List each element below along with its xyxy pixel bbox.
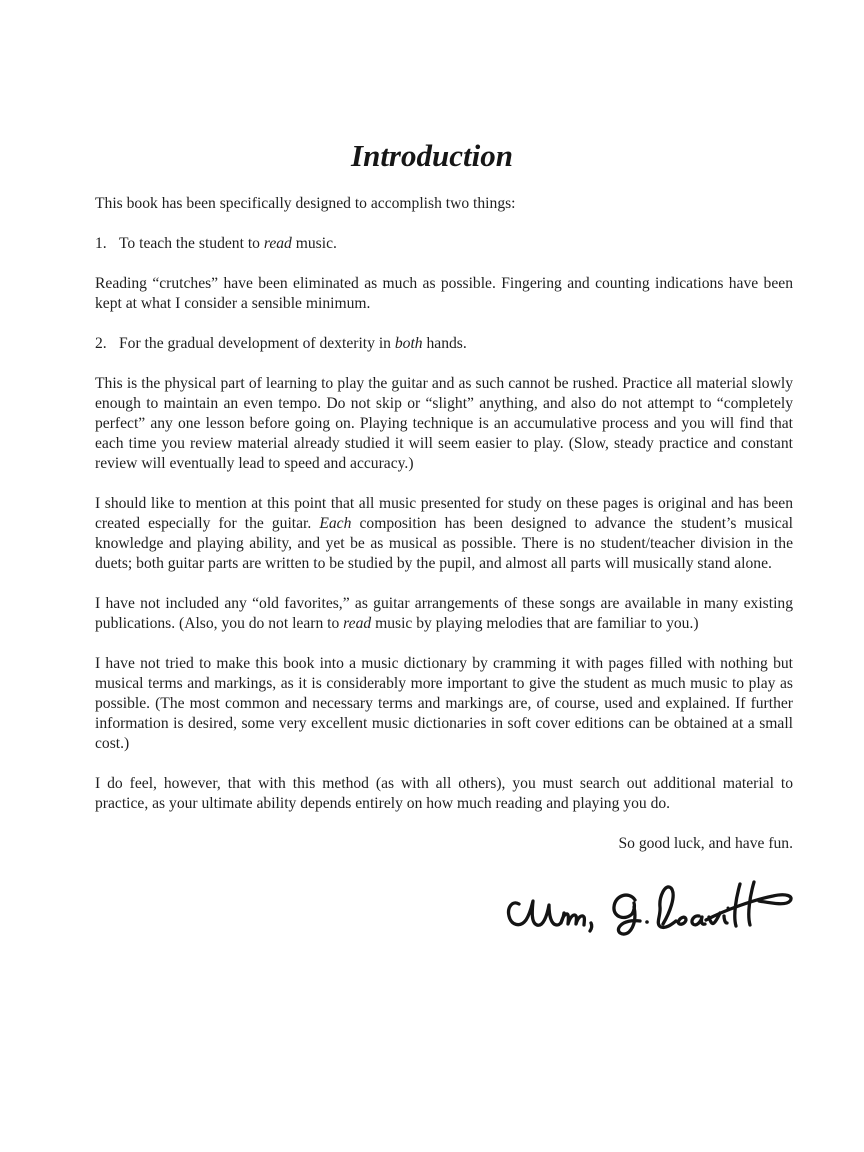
italic-word-each: Each <box>319 515 352 532</box>
list-item-2-post: hands. <box>422 335 467 352</box>
paragraph-favorites-pre: I have not included any “old favorites,” as guitar arrangements of these songs are available in many existing publications. (Also, you do not learn to <box>95 595 793 632</box>
signature-block <box>95 874 793 948</box>
italic-word-read: read <box>263 235 292 252</box>
signature-stroke-dot <box>645 920 649 924</box>
list-item-2-pre: For the gradual development of dexterity in <box>119 335 395 352</box>
list-item-1 <box>95 234 793 254</box>
paragraph-physical: This is the physical part of learning to play the guitar and as such cannot be rushed. Practice all material slowly enough to maintain an even tempo. Do not skip or “slight” anything, and also do not attempt to “completely perfect” any one lesson before going on. Playing technique is an accumulative process and you will find that each time you review material already studied it will seem easier to play. (Slow, steady practice and constant review will eventually lead to speed and accuracy.) <box>95 375 793 472</box>
list-item-1-post: music. <box>291 235 337 252</box>
italic-word-both: both <box>394 335 423 352</box>
signature-stroke-l <box>658 887 676 928</box>
paragraph-original-post: composition has been designed to advance the student’s musical knowledge and playing ability, and yet be as musical as possible. There is no student/teacher division in the duets; both guitar parts are written to be studied by the pupil, and almost all parts will musically stand alone. <box>95 515 793 572</box>
closing-line: So good luck, and have fun. <box>618 835 793 852</box>
list-item-1-pre: To teach the student to <box>119 235 264 252</box>
signature-stroke-comma <box>590 923 592 931</box>
intro-paragraph: This book has been specifically designed to accomplish two things: <box>95 195 516 212</box>
page-title: Introduction <box>351 138 513 173</box>
page-content <box>95 194 793 948</box>
signature-stroke-g-bowl <box>614 895 635 917</box>
signature-stroke-w <box>509 901 564 925</box>
list-item-2 <box>95 334 793 354</box>
paragraph-original-music <box>95 494 793 574</box>
list-item-1-number: 1. <box>95 235 107 252</box>
italic-word-read-2: read <box>343 615 372 632</box>
paragraph-favorites-post: music by playing melodies that are familiar to you.) <box>371 615 699 632</box>
signature-stroke-m <box>561 914 584 925</box>
paragraph-feel: I do feel, however, that with this method (as with all others), you must search out additional material to practice, as your ultimate ability depends entirely on how much reading and playing you do. <box>95 775 793 812</box>
signature-stroke-a <box>692 916 705 925</box>
paragraph-original-pre: I should like to mention at this point that all music presented for study on these pages is original and has been created especially for the guitar. <box>95 495 793 532</box>
list-item-2-text <box>119 334 793 354</box>
signature-stroke-e <box>678 917 686 924</box>
paragraph-crutches: Reading “crutches” have been eliminated as much as possible. Fingering and counting indications have been kept at what I consider a sensible minimum. <box>95 275 793 312</box>
paragraph-dictionary: I have not tried to make this book into a music dictionary by cramming it with pages filled with nothing but musical terms and markings, as it is considerably more important to give the student as much music to play as possible. (The most common and necessary terms and markings are, of course, used and explained. If further information is desired, some very excellent music dictionaries in soft cover editions can be obtained at a small cost.) <box>95 655 793 752</box>
list-item-1-text <box>119 234 793 254</box>
paragraph-old-favorites <box>95 594 793 634</box>
list-item-2-number: 2. <box>95 335 107 352</box>
signature-stroke-g-tail <box>618 907 640 934</box>
signature-stroke-i <box>724 916 727 923</box>
signature-wm-g-leavitt <box>503 874 793 946</box>
